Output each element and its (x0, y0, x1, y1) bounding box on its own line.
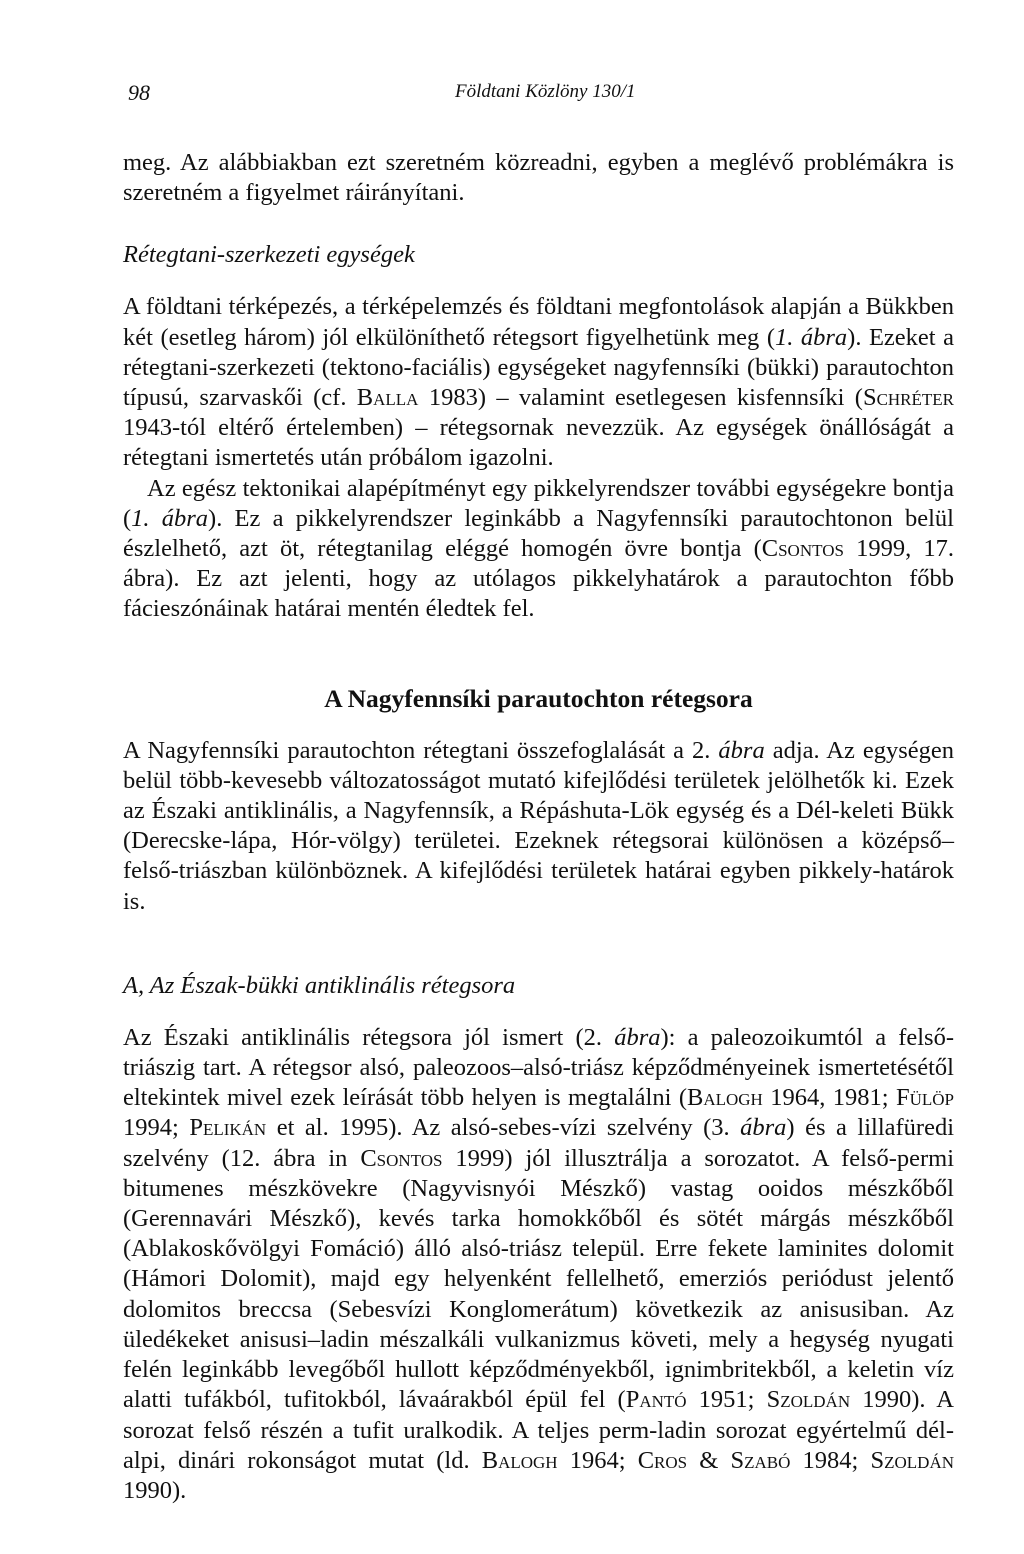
journal-title: Földtani Közlöny 130/1 (455, 81, 636, 102)
author-citation: Szoldán (766, 1386, 851, 1414)
intro-paragraph: meg. Az alábbiakban ezt szeretném közreadni, egyben a meglévő problémákra is szeretném a figyelmet ráirányítani. (123, 149, 954, 207)
paragraph-scale-system: Az egész tektonikai alapépítményt egy pikkelyrendszer további egységekre bontja (1. ábra). Ez a pikkelyrendszer leginkább a Nagyfennsíki parautochtonon belül észlelhető, azt öt, rétegtanilag eléggé homogén övre bontja (Csontos 1999, 17. ábra). Ez azt jelenti, hogy az utólagos pikkelyhatárok a parautochton főbb fácieszónáinak határai mentén éledtek fel. (123, 474, 955, 623)
author-citation: Pelikán (189, 1114, 267, 1142)
author-citation: Csontos (360, 1144, 443, 1172)
author-citation: Szabó (730, 1446, 791, 1474)
author-citation: Fülöp (895, 1084, 954, 1112)
figure-reference: 1. ábra (131, 504, 209, 532)
page-content (123, 70, 954, 1506)
author-citation: Szoldán (870, 1446, 955, 1474)
author-citation: Schréter (862, 384, 955, 412)
author-citation: Pantó (625, 1386, 687, 1414)
paragraph-units: A földtani térképezés, a térképelemzés és földtani megfontolások alapján a Bükkben két (esetleg három) jól elkülöníthető rétegsort figyelhetünk meg (1. ábra). Ezeket a rétegtani-szerkezeti (tektono-faciális) egységeket nagyfennsíki (bükki) parautochton típusú, szarvaskői (cf. Balla 1983) – valamint esetlegesen kisfennsíki (Schréter 1943-tól eltérő értelemben) – rétegsornak nevezzük. Az egységek önállóságát a rétegtani ismertetés után próbálom igazolni. (123, 293, 955, 472)
figure-reference: ábra (718, 736, 765, 764)
running-header (123, 70, 954, 104)
page-number: 98 (128, 80, 150, 105)
author-citation: Csontos (761, 535, 844, 563)
figure-reference: ábra (740, 1114, 787, 1142)
author-citation: Balogh (686, 1084, 763, 1112)
author-citation: Balogh (481, 1446, 558, 1474)
subsection-heading-stratigraphic-units: Rétegtani-szerkezeti egységek (123, 241, 415, 269)
author-citation: Balla (356, 384, 419, 412)
paragraph-north-anticline: Az Északi antiklinális rétegsora jól ismert (2. ábra): a paleozoikumtól a felső-triászig tart. A rétegsor alsó, paleozoos–alsó-triász képződményeinek ismertetésétől eltekintek mivel ezek leírását több helyen is megtalálni (Balogh 1964, 1981; Fülöp 1994; Pelikán et al. 1995). Az alsó-sebes-vízi szelvény (3. ábra) és a lillafüredi szelvény (12. ábra in Csontos 1999) jól illusztrálja a sorozatot. A felső-permi bitumenes mészkövekre (Nagyvisnyói Mészkő) vastag ooidos mészkőből (Gerennavári Mészkő), kevés tarka homokkőből és sötét márgás mészkőből (Ablakoskővölgyi Fomáció) álló alsó-triász települ. Erre fekete laminites dolomit (Hámori Dolomit), majd egy helyenként fellelhető, emerziós periódust jelentő dolomitos breccsa (Sebesvízi Konglomerátum) következik az anisusiban. Az üledékeket anisusi–ladin mészalkáli vulkanizmus követi, mely a hegység nyugati felén leginkább levegőből hullott képződményekből, ignimbritekből, a keletin víz alatti tufákból, tufitokból, lávaárakból épül fel (Pantó 1951; Szoldán 1990). A sorozat felső részén a tufit uralkodik. A teljes perm-ladin sorozat egyértelmű dél-alpi, dinári rokonságot mutat (ld. Balogh 1964; Cros & Szabó 1984; Szoldán 1990). (123, 1023, 955, 1504)
subsection-heading-north-bukk: A, Az Észak-bükki antiklinális rétegsora (123, 971, 516, 999)
section-title: A Nagyfennsíki parautochton rétegsora (324, 683, 753, 713)
author-citation: Cros (637, 1446, 688, 1474)
figure-reference: 1. ábra (774, 323, 848, 351)
figure-reference: ábra (614, 1023, 661, 1051)
paragraph-parautochthon: A Nagyfennsíki parautochton rétegtani összefoglalását a 2. ábra adja. Az egységen belül több-kevesebb változatosságot mutató kifejlődési területek jelölhetők ki. Ezek az Északi antiklinális, a Nagyfennsík, a Répáshuta-Lök egység és a Dél-keleti Bükk (Derecske-lápa, Hór-völgy) területei. Ezeknek rétegsorai különösen a középső–felső-triászban különböznek. A kifejlődési területek határai egyben pikkely-határok is. (123, 736, 954, 915)
